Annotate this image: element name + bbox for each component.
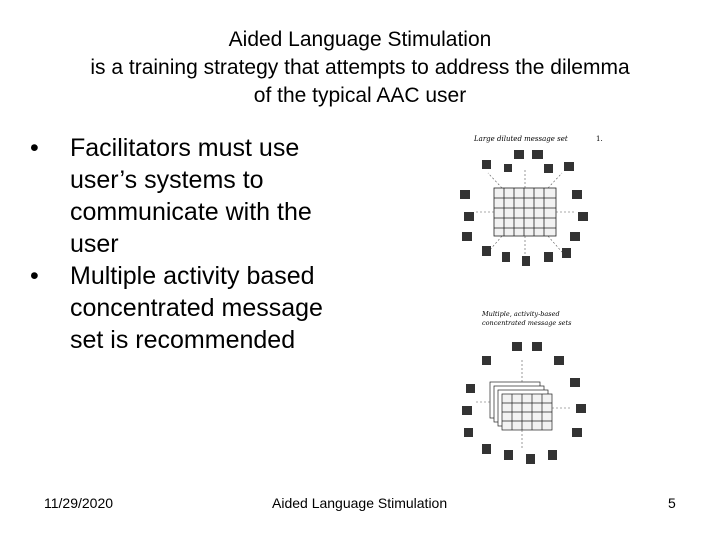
bullet-dot: • xyxy=(30,262,39,290)
large-grid-icon xyxy=(494,188,556,236)
bullet-item xyxy=(28,260,358,356)
title-line: of the typical AAC user xyxy=(253,84,467,107)
slide-title xyxy=(30,26,690,110)
footer-date: 11/29/2020 xyxy=(44,495,114,511)
title-line: is a training strategy that attempts to address the dilemma xyxy=(90,56,630,79)
bullet-list xyxy=(28,132,358,356)
bullet-item xyxy=(28,132,358,260)
stacked-grids-icon xyxy=(490,382,552,430)
figure-caption-bottom: concentrated message sets xyxy=(482,319,572,327)
bullet-text: Facilitators must use user’s systems to communicate with the user xyxy=(70,134,312,258)
figure-caption-top: Large diluted message set xyxy=(474,135,568,143)
footer-title: Aided Language Stimulation xyxy=(272,495,448,511)
title-line: Aided Language Stimulation xyxy=(228,28,492,51)
figure-caption-bottom: Multiple, activity-based xyxy=(482,310,560,318)
bullet-dot: • xyxy=(30,134,39,162)
footer-page-number: 5 xyxy=(668,495,676,511)
figure-page-mark: 1. xyxy=(596,135,603,143)
message-set-illustration xyxy=(452,128,612,488)
bullet-text: Multiple activity based concentrated message set is recommended xyxy=(70,262,323,354)
